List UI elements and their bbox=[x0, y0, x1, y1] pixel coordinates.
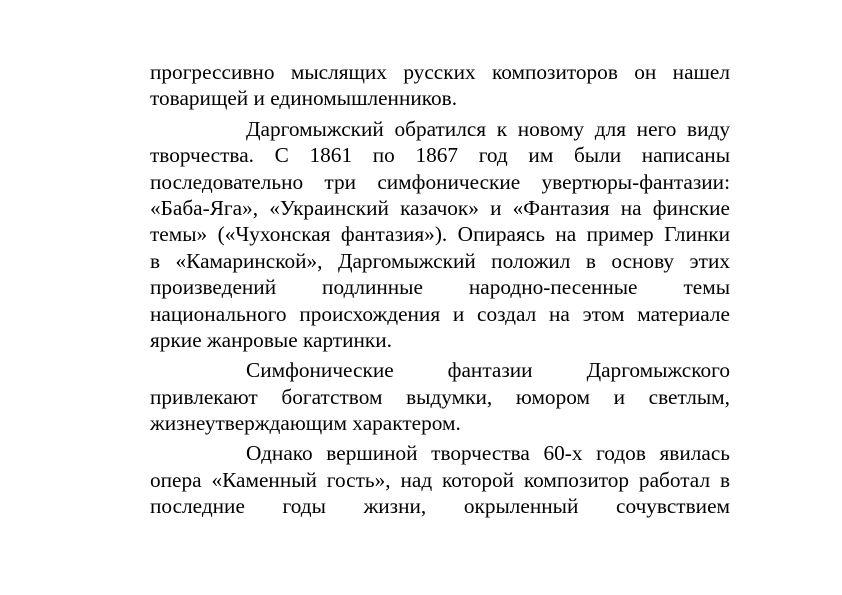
text-line: привлекают богатством выдумки, юмором и светлым, bbox=[150, 384, 730, 409]
text-line: последовательно три симфонические увертюры-фантазии: bbox=[150, 169, 730, 194]
text-line: Однако вершиной творчества 60-х годов явилась bbox=[246, 441, 730, 466]
text-line: «Баба-Яга», «Украинский казачок» и «Фантазия на финские bbox=[150, 195, 730, 220]
text-line: товарищей и единомышленников. bbox=[150, 86, 458, 111]
text-line: прогрессивно мыслящих русских композиторов он нашел bbox=[150, 60, 730, 84]
text-line: последние годы жизни, окрыленный сочувствием bbox=[150, 494, 730, 519]
text-line: опера «Каменный гость», над которой композитор работал в bbox=[150, 467, 730, 492]
paragraph bbox=[150, 440, 730, 519]
paragraph bbox=[150, 357, 730, 436]
paragraph bbox=[150, 116, 730, 354]
document-page bbox=[150, 59, 730, 520]
text-line: национального происхождения и создал на этом материале bbox=[150, 301, 730, 326]
text-line: в «Камаринской», Даргомыжский положил в основу этих bbox=[150, 248, 730, 273]
paragraph bbox=[150, 59, 730, 112]
text-line: темы» («Чухонская фантазия»). Опираясь на пример Глинки bbox=[150, 222, 730, 247]
text-line: яркие жанровые картинки. bbox=[150, 327, 392, 352]
text-line: жизнеутверждающим характером. bbox=[150, 411, 461, 436]
text-line: творчества. С 1861 по 1867 год им были написаны bbox=[150, 143, 730, 168]
text-line: Даргомыжский обратился к новому для него виду bbox=[246, 116, 730, 141]
text-line: Симфонические фантазии Даргомыжского bbox=[246, 358, 730, 383]
text-line: произведений подлинные народно-песенные темы bbox=[150, 275, 730, 300]
